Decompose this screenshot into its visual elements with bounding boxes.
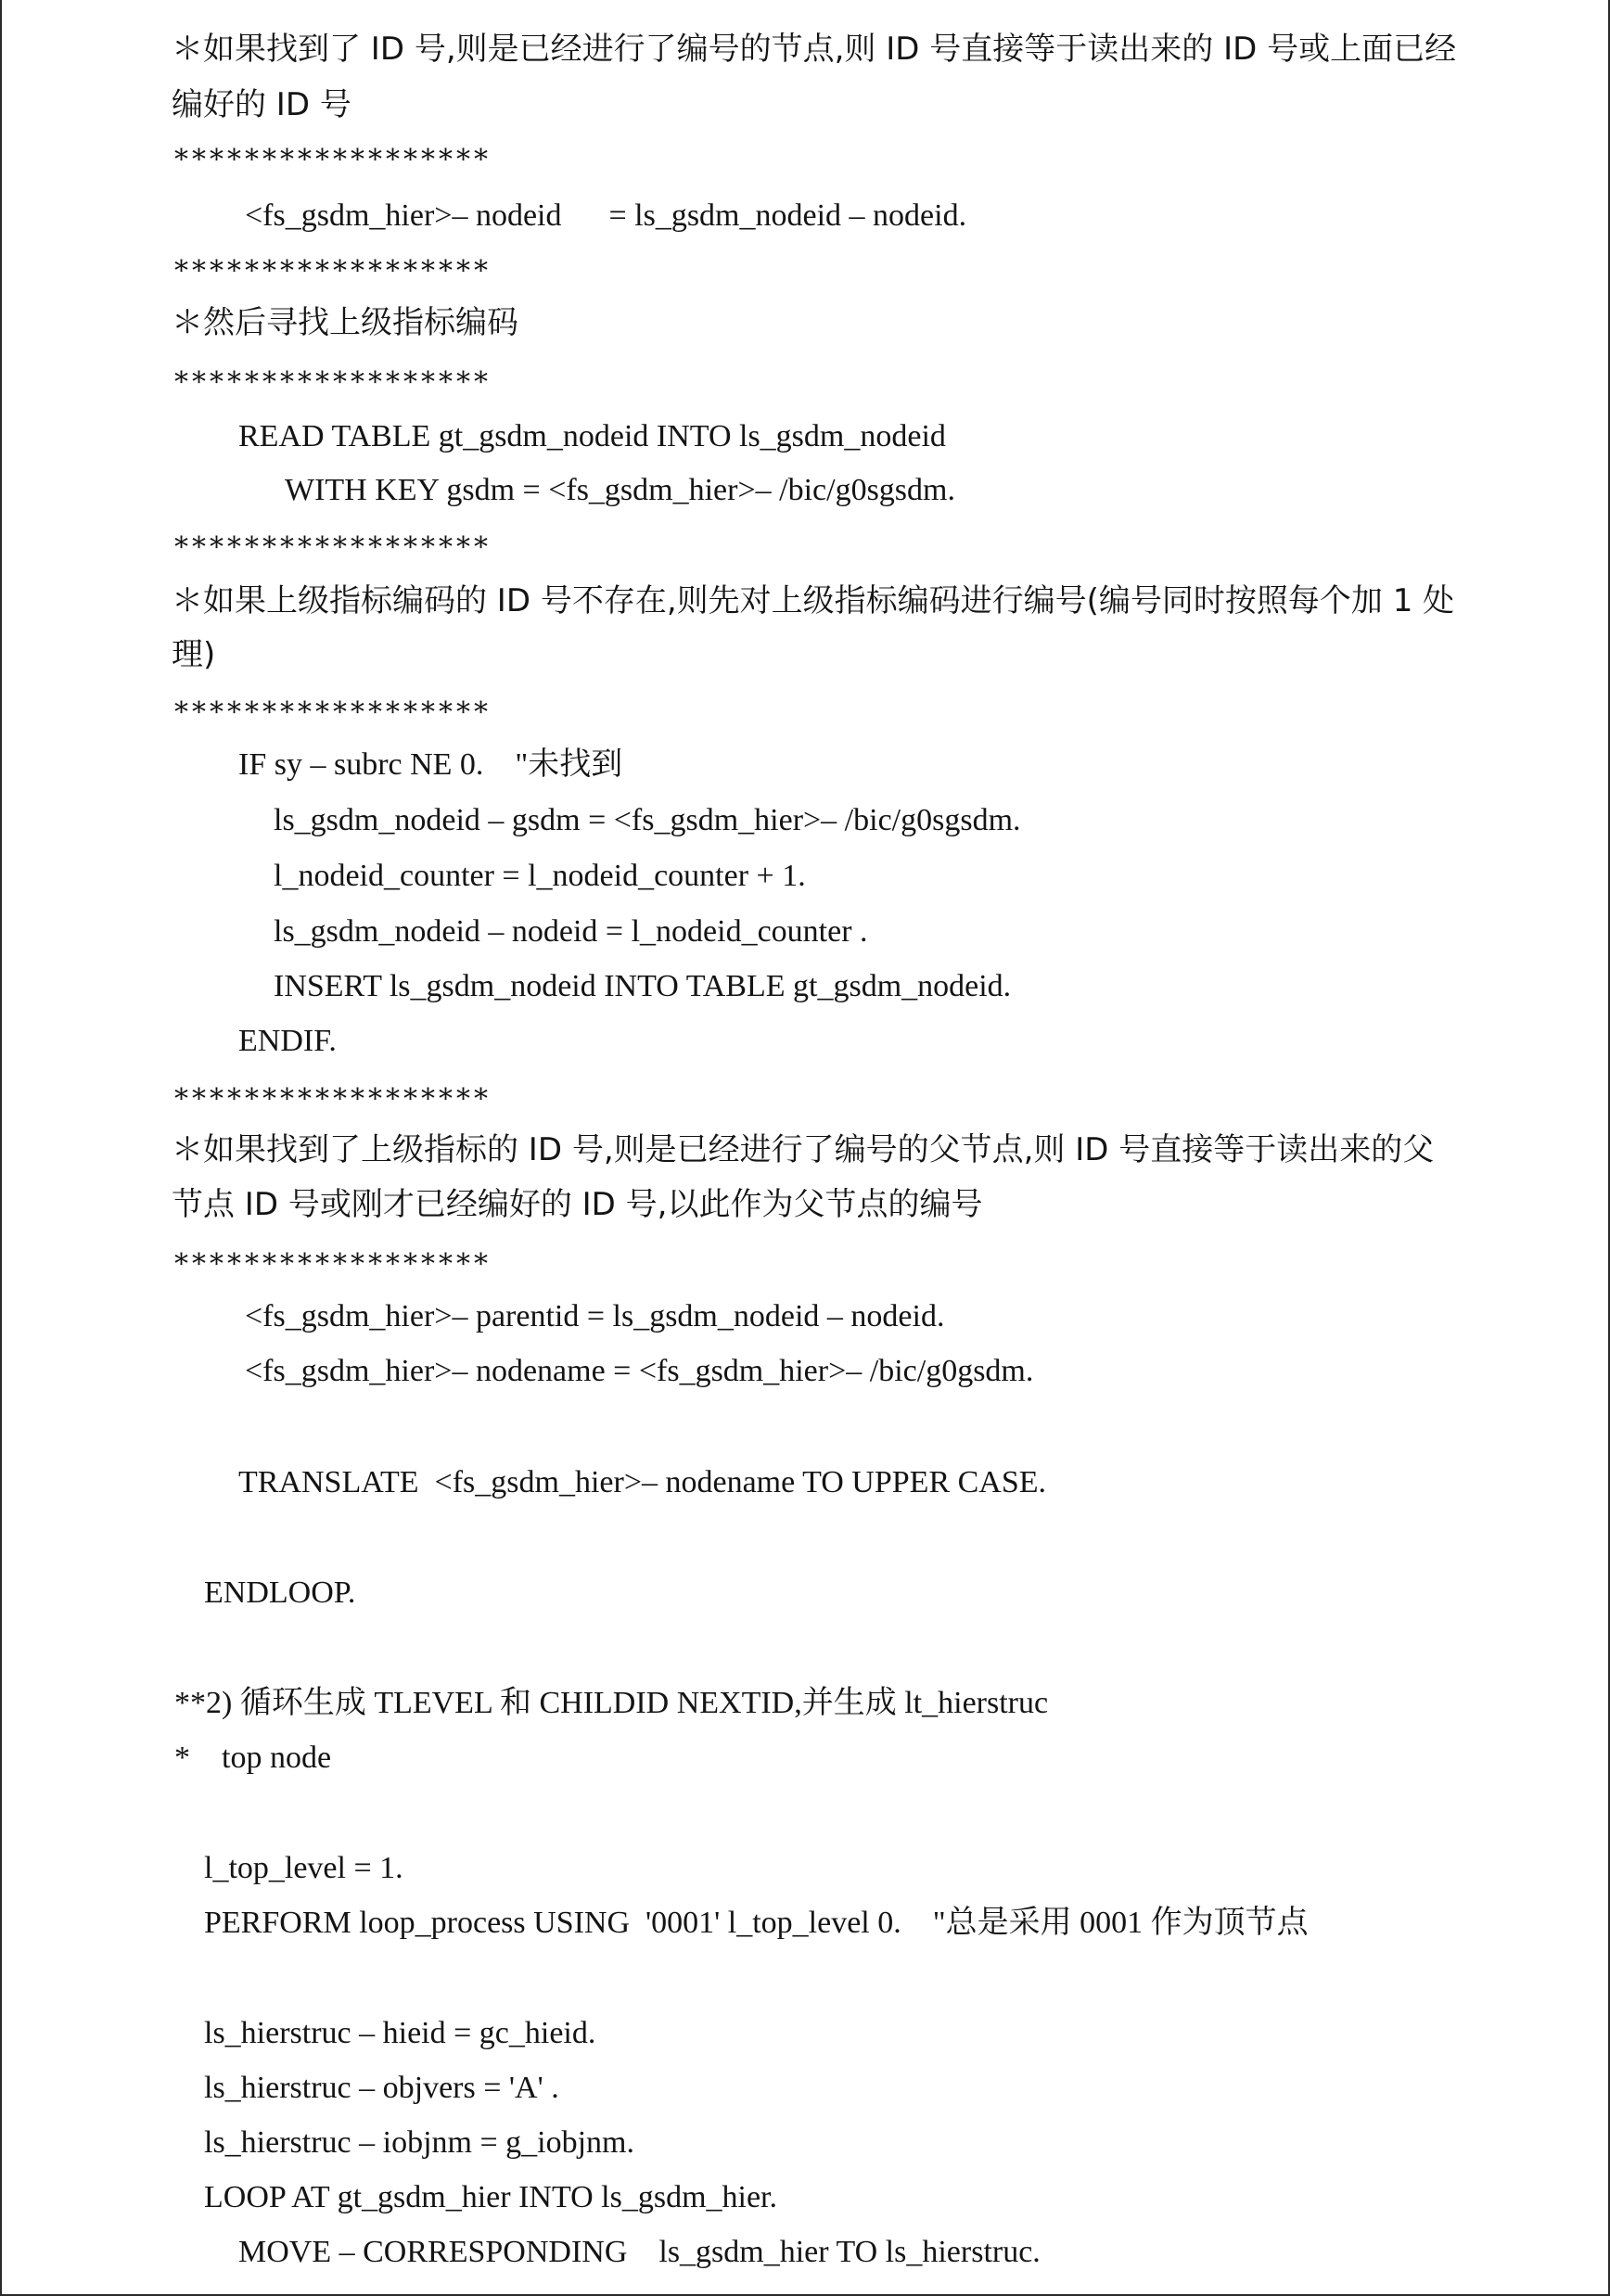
code-line: LOOP AT gt_gsdm_hier INTO ls_gsdm_hier. bbox=[204, 2180, 777, 2214]
comment-line: ＊如果找到了上级指标的 ID 号,则是已经进行了编号的父节点,则 ID 号直接等于读出来的父 bbox=[172, 1131, 1435, 1168]
code-line: PERFORM loop_process USING '0001' l_top_level 0. "总是采用 0001 作为顶节点 bbox=[204, 1906, 1309, 1940]
comment-line: 理) bbox=[172, 636, 216, 673]
code-line: l_top_level = 1. bbox=[204, 1851, 403, 1885]
code-line: ls_gsdm_nodeid – nodeid = l_nodeid_counter . bbox=[274, 914, 868, 949]
comment-line: 编好的 ID 号 bbox=[172, 86, 351, 123]
separator-line: ****************** bbox=[174, 1248, 492, 1281]
comment-line: **2) 循环生成 TLEVEL 和 CHILDID NEXTID,并生成 lt_hierstruc bbox=[174, 1686, 1049, 1720]
code-line: IF sy – subrc NE 0. "未找到 bbox=[238, 747, 623, 782]
code-line: ls_hierstruc – hieid = gc_hieid. bbox=[204, 2016, 596, 2050]
code-line: TRANSLATE <fs_gsdm_hier>– nodename TO UPPER CASE. bbox=[238, 1465, 1047, 1499]
code-line: WITH KEY gsdm = <fs_gsdm_hier>– /bic/g0sgsdm. bbox=[285, 473, 955, 507]
code-line: ls_gsdm_nodeid – gsdm = <fs_gsdm_hier>– /bic/g0sgsdm. bbox=[274, 803, 1021, 837]
comment-line: 节点 ID 号或刚才已经编好的 ID 号,以此作为父节点的编号 bbox=[172, 1186, 983, 1223]
code-line: <fs_gsdm_hier>– nodename = <fs_gsdm_hier>– /bic/g0gsdm. bbox=[245, 1354, 1034, 1388]
separator-line: ****************** bbox=[174, 255, 492, 287]
separator-line: ****************** bbox=[174, 531, 492, 564]
comment-line: ＊如果找到了 ID 号,则是已经进行了编号的节点,则 ID 号直接等于读出来的 ID 号或上面已经 bbox=[172, 31, 1457, 68]
code-line: ENDIF. bbox=[238, 1024, 337, 1058]
comment-line: * top node bbox=[174, 1741, 332, 1775]
code-line: <fs_gsdm_hier>– nodeid = ls_gsdm_nodeid – nodeid. bbox=[245, 198, 967, 233]
code-line: INSERT ls_gsdm_nodeid INTO TABLE gt_gsdm_nodeid. bbox=[274, 969, 1012, 1003]
separator-line: ****************** bbox=[174, 696, 492, 729]
separator-line: ****************** bbox=[174, 366, 492, 399]
code-line: <fs_gsdm_hier>– parentid = ls_gsdm_nodeid – nodeid. bbox=[245, 1299, 945, 1333]
comment-line: ＊如果上级指标编码的 ID 号不存在,则先对上级指标编码进行编号(编号同时按照每个加 1 处 bbox=[172, 582, 1455, 619]
code-line: l_nodeid_counter = l_nodeid_counter + 1. bbox=[274, 859, 806, 893]
code-line: READ TABLE gt_gsdm_nodeid INTO ls_gsdm_nodeid bbox=[238, 419, 946, 453]
code-line: ENDLOOP. bbox=[204, 1575, 356, 1610]
separator-line: ****************** bbox=[174, 1083, 492, 1116]
comment-line: ＊然后寻找上级指标编码 bbox=[172, 304, 518, 341]
code-line: ls_hierstruc – objvers = 'A' . bbox=[204, 2071, 559, 2105]
code-line: ls_hierstruc – iobjnm = g_iobjnm. bbox=[204, 2125, 634, 2160]
code-line: MOVE – CORRESPONDING ls_gsdm_hier TO ls_hierstruc. bbox=[238, 2235, 1041, 2269]
separator-line: ****************** bbox=[174, 144, 492, 176]
